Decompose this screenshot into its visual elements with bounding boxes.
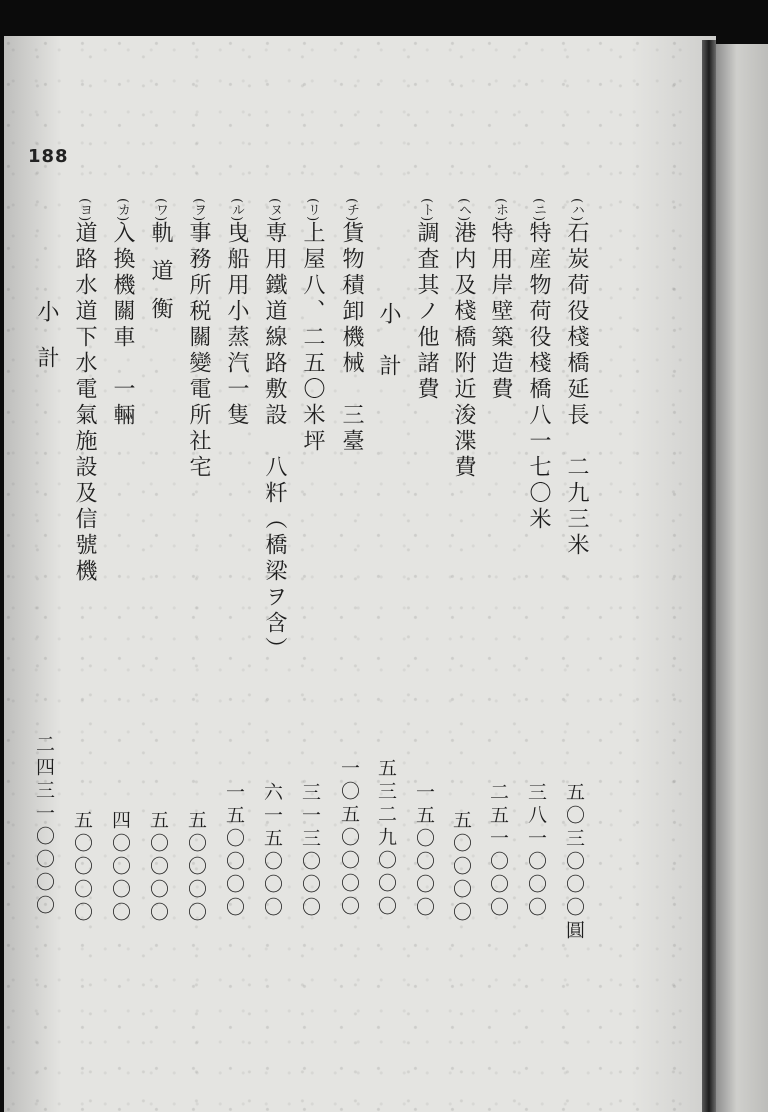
item-text: 貨物積卸機械 三臺 [339,221,364,456]
amount-ru: 一五〇〇〇〇 [223,782,245,920]
item-text: 入換機關車 一輛 [110,221,135,430]
item-text: 道路水道下水電氣施設及信號機 [72,221,97,586]
item-wo [184,198,212,481]
amount-chi: 一〇五〇〇〇〇 [338,758,360,919]
amount-nu: 六一五〇〇〇 [261,782,283,920]
amount-ni: 三八一〇〇〇 [525,782,547,920]
item-yo [70,198,98,585]
item-marker: (ル) [229,198,244,222]
item-marker: (ヨ) [77,198,92,222]
item-marker: (ホ) [493,198,508,222]
amount-ha: 五〇三〇〇〇圓 [563,782,585,943]
item-ka [108,198,136,429]
item-marker: (カ) [115,198,130,222]
item-text: 特産物荷役棧橋八一七〇米 [526,221,551,534]
amount-he: 五〇〇〇〇 [450,810,472,925]
item-marker: (ハ) [569,198,584,222]
item-chi [337,198,365,455]
amount-ka: 四〇〇〇〇 [109,810,131,925]
amount-wo: 五〇〇〇〇 [185,810,207,925]
item-nu [260,198,288,663]
item-marker: (ヘ) [456,198,471,222]
item-text: 調査其ノ他諸費 [414,221,439,404]
book-spine [702,40,716,1112]
item-ni [524,198,552,533]
item-ho [486,198,514,403]
item-text: 軌道衡 [148,221,173,336]
item-he [449,198,477,481]
item-marker: (ト) [419,198,434,222]
subtotal-label-2: 小計 [34,300,59,392]
item-marker: (リ) [305,198,320,222]
item-ha [562,198,590,559]
amount-subtotal-1: 五三二九〇〇〇 [375,758,397,919]
subtotal-label-1: 小計 [376,302,401,406]
page-number: 188 [28,146,69,167]
item-marker: (チ) [344,198,359,222]
item-text: 事務所税關變電所社宅 [186,221,211,482]
amount-to: 一五〇〇〇〇 [413,782,435,920]
item-text: 港内及棧橋附近浚渫費 [451,221,476,482]
item-marker: (ヌ) [267,198,282,222]
amount-yo: 五〇〇〇〇 [71,810,93,925]
item-ru [222,198,250,429]
item-marker: (ワ) [153,198,168,222]
item-text: 石炭荷役棧橋延長 二九三米 [564,221,589,560]
item-wa [146,198,174,335]
amount-ri: 三一三〇〇〇 [299,782,321,920]
item-text: 専用鐵道線路敷設 八粁（橋梁ヲ含） [262,221,287,664]
item-to [412,198,440,403]
grand-total: 二四三一〇〇〇〇 [33,734,55,918]
amount-ho: 二五一〇〇〇 [487,782,509,920]
amount-wa: 五〇〇〇〇 [147,810,169,925]
item-ri [298,198,326,455]
item-marker: (ヲ) [191,198,206,222]
item-marker: (ニ) [531,198,546,222]
next-page-edge [716,44,768,1112]
item-text: 曳船用小蒸汽一隻 [224,221,249,430]
item-text: 特用岸壁築造費 [488,221,513,404]
item-text: 上屋八、二五〇米坪 [300,221,325,456]
